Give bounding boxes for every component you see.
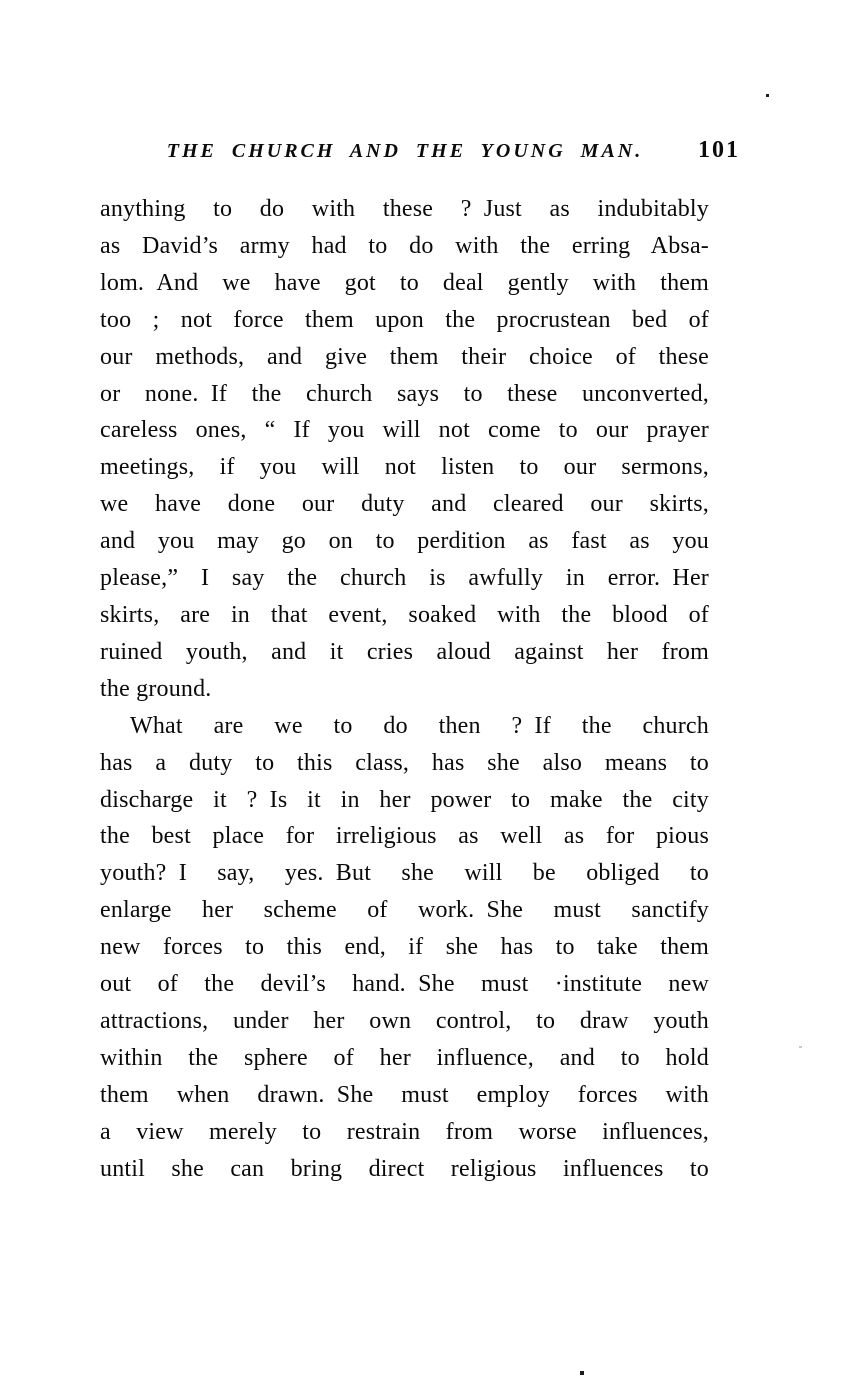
- text-line: enlarge her scheme of work. She must sanctify: [100, 897, 709, 924]
- text-line: discharge it ? Is it in her power to make the city: [100, 786, 709, 813]
- paragraph: [100, 191, 709, 708]
- text-line: please,” I say the church is awfully in error. Her: [100, 565, 709, 592]
- page-number: 101: [698, 137, 740, 163]
- text-line: within the sphere of her influence, and to hold: [100, 1044, 709, 1071]
- text-line: the ground.: [100, 675, 212, 702]
- running-head: [100, 137, 740, 172]
- text-line: or none. If the church says to these unconverted,: [100, 380, 709, 407]
- text-line: too ; not force them upon the procrustean bed of: [100, 306, 709, 333]
- text-line: the best place for irreligious as well as for pious: [100, 823, 709, 850]
- text-line: What are we to do then ? If the church: [130, 712, 709, 739]
- scan-speck: [766, 94, 769, 97]
- scan-speck: [580, 1371, 584, 1375]
- text-line: attractions, under her own control, to draw youth: [100, 1007, 709, 1034]
- text-line: skirts, are in that event, soaked with the blood of: [100, 601, 709, 628]
- text-line: new forces to this end, if she has to take them: [100, 934, 709, 961]
- text-line: has a duty to this class, has she also means to: [100, 749, 709, 776]
- text-line: until she can bring direct religious influences to: [100, 1155, 709, 1182]
- paragraph: [100, 708, 709, 1188]
- text-line: a view merely to restrain from worse influences,: [100, 1118, 709, 1145]
- text-line: anything to do with these ? Just as indubitably: [100, 196, 709, 222]
- text-line: them when drawn. She must employ forces with: [100, 1081, 709, 1108]
- text-block: [100, 191, 709, 1187]
- scan-speck: [799, 1046, 802, 1048]
- text-line: we have done our duty and cleared our skirts,: [100, 491, 709, 518]
- text-line: and you may go on to perdition as fast as you: [100, 528, 709, 555]
- text-line: as David’s army had to do with the erring Absa-: [100, 232, 709, 259]
- text-line: out of the devil’s hand. She must ·institute new: [100, 971, 709, 998]
- running-title: THE CHURCH AND THE YOUNG MAN.: [166, 140, 644, 162]
- text-line: our methods, and give them their choice of these: [100, 343, 709, 370]
- text-line: careless ones, “ If you will not come to our prayer: [100, 417, 709, 444]
- text-line: ruined youth, and it cries aloud against her from: [100, 638, 709, 665]
- text-line: lom. And we have got to deal gently with them: [100, 269, 709, 296]
- text-line: meetings, if you will not listen to our sermons,: [100, 454, 709, 481]
- text-line: youth? I say, yes. But she will be obliged to: [100, 860, 709, 887]
